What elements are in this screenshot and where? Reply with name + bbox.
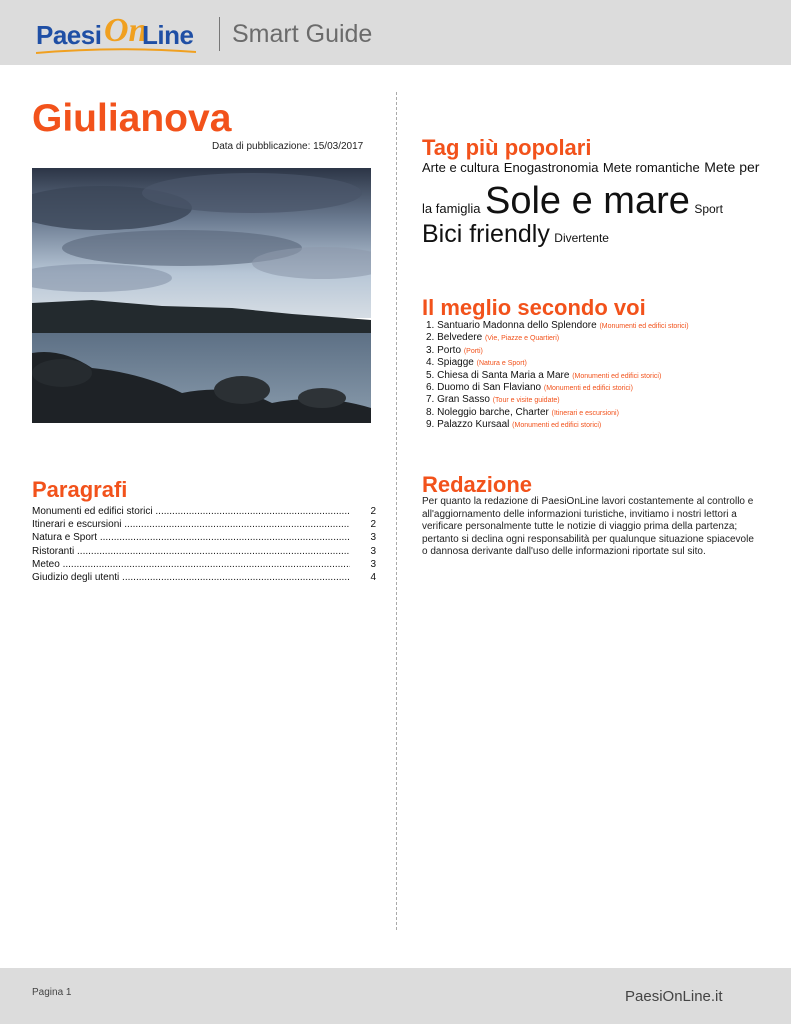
list-category: (Natura e Sport)	[476, 360, 527, 368]
list-number: 3.	[426, 344, 435, 356]
toc-label: Giudizio degli utenti .....	[32, 571, 350, 584]
list-category: (Monumenti ed edifici storici)	[512, 422, 602, 430]
tag-item[interactable]: Sport	[694, 202, 724, 216]
publication-date: Data di pubblicazione: 15/03/2017	[212, 141, 364, 152]
best-list	[426, 320, 689, 432]
list-category: (Itinerari e escursioni)	[551, 409, 619, 417]
list-item[interactable]	[426, 407, 689, 419]
list-category: (Monumenti ed edifici storici)	[599, 323, 689, 330]
header-divider	[219, 17, 220, 51]
tag-cloud	[422, 160, 767, 250]
toc-page: 3	[370, 532, 376, 544]
list-number: 6.	[426, 381, 435, 393]
logo-swoosh-icon	[36, 48, 196, 54]
list-item[interactable]	[426, 370, 689, 382]
page-title: Giulianova	[32, 97, 232, 140]
list-name: Chiesa di Santa Maria a Mare	[437, 369, 570, 381]
tag-item[interactable]: Arte e cultura	[422, 160, 500, 175]
list-number: 2.	[426, 332, 435, 344]
list-name: Gran Sasso	[437, 394, 490, 406]
list-name: Porto	[437, 344, 462, 356]
page-number: Pagina 1	[32, 987, 72, 998]
list-category: (Monumenti ed edifici storici)	[543, 384, 633, 392]
toc-page: 3	[370, 545, 376, 557]
list-name: Spiagge	[437, 357, 474, 369]
list-name: Palazzo Kursaal	[437, 419, 510, 431]
toc-page: 2	[370, 506, 376, 517]
list-name: Duomo di San Flaviano	[437, 381, 542, 393]
list-number: 8.	[426, 406, 435, 418]
toc-page: 4	[370, 571, 376, 583]
logo-text-paesi: Paesi	[36, 20, 102, 50]
list-category: (Vie, Piazze e Quartieri)	[484, 335, 560, 343]
tag-item[interactable]: Enogastronomia	[503, 160, 599, 175]
logo-text-line: Line	[142, 20, 194, 50]
list-number: 7.	[426, 394, 435, 406]
list-name: Belvedere	[437, 332, 483, 344]
list-item[interactable]	[426, 382, 689, 394]
list-category: (Porti)	[463, 347, 483, 355]
tag-item[interactable]: Bici friendly	[422, 220, 550, 248]
list-number: 1.	[426, 320, 435, 331]
list-name: Santuario Madonna dello Splendore	[437, 320, 597, 331]
list-item[interactable]	[426, 345, 689, 357]
toc-row[interactable]	[32, 558, 376, 571]
list-name: Noleggio barche, Charter	[437, 406, 549, 418]
page-header	[0, 0, 791, 65]
paragrafi-list	[32, 505, 376, 584]
site-link[interactable]: PaesiOnLine.it	[625, 988, 723, 1005]
toc-row[interactable]	[32, 518, 376, 531]
best-heading: Il meglio secondo voi	[422, 295, 646, 320]
list-item[interactable]	[426, 332, 689, 344]
redazione-heading: Redazione	[422, 472, 533, 497]
tag-item[interactable]: Divertente	[554, 231, 609, 245]
toc-row[interactable]	[32, 571, 376, 584]
toc-row[interactable]	[32, 545, 376, 558]
seaside-photo-icon	[32, 168, 371, 423]
list-item[interactable]	[426, 357, 689, 369]
tags-heading: Tag più popolari	[422, 135, 592, 160]
page-footer	[0, 968, 791, 1024]
list-item[interactable]	[426, 320, 689, 332]
paragrafi-heading: Paragrafi	[32, 477, 128, 502]
toc-row[interactable]	[32, 531, 376, 544]
tag-item[interactable]: la famiglia	[422, 201, 481, 216]
toc-label: Monumenti ed edifici storici .....	[32, 505, 350, 518]
list-number: 9.	[426, 419, 435, 431]
tag-item[interactable]: Mete per	[704, 159, 760, 175]
toc-row[interactable]	[32, 505, 376, 518]
tag-item[interactable]: Sole e mare	[484, 180, 690, 222]
list-category: (Tour e visite guidate)	[492, 397, 560, 405]
toc-label: Itinerari e escursioni .....	[32, 518, 350, 531]
redazione-text: Per quanto la redazione di PaesiOnLine lavori costantemente al controllo e all'aggiornamento delle informazioni turistiche, invitiamo i nostri lettori a verificare personalmente tutte le notizie di viaggio prima della partenza; pertanto si declina ogni responsabilità per qualunque situazione spiacevole o dannosa derivante dall'uso delle informazioni riportate sul sito.	[422, 496, 754, 558]
list-number: 4.	[426, 357, 435, 369]
list-item[interactable]	[426, 419, 689, 431]
list-number: 5.	[426, 369, 435, 381]
smart-guide-label: Smart Guide	[232, 20, 373, 48]
paesionline-logo[interactable]	[36, 14, 204, 58]
toc-label: Ristoranti .....	[32, 545, 350, 558]
toc-page: 2	[370, 519, 376, 531]
toc-page: 3	[370, 558, 376, 570]
tag-item[interactable]: Mete romantiche	[602, 160, 700, 175]
logo-text-on: On	[104, 12, 148, 49]
toc-label: Meteo .....	[32, 558, 350, 571]
city-photo	[32, 168, 371, 423]
toc-label: Natura e Sport .....	[32, 531, 350, 544]
list-item[interactable]	[426, 394, 689, 406]
list-category: (Monumenti ed edifici storici)	[572, 372, 662, 380]
column-divider	[396, 92, 397, 930]
